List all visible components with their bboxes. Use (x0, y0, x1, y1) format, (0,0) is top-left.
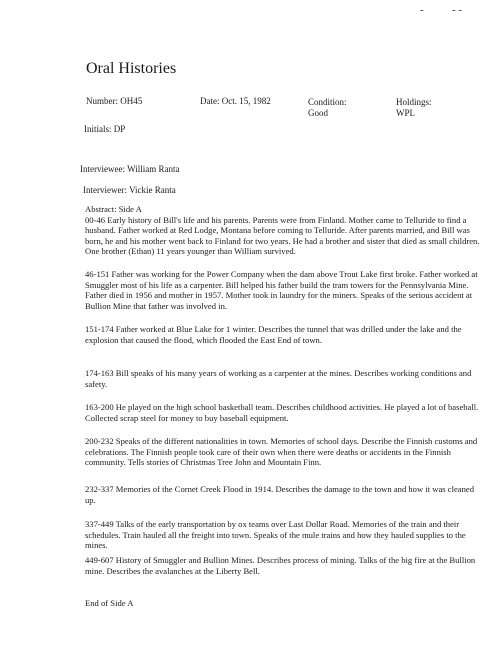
interviewee-field (80, 164, 179, 174)
abstract-heading: Abstract: Side A (85, 204, 142, 214)
corner-mark-b: - - (452, 4, 463, 16)
abstract-entry: 46-151 Father was working for the Power Company when the dam above Trout Lake first broke. Father worked at Smuggler most of his life as a carpenter. Bill helped his father build the tram towers for the Pennsylvania Mine. Father died in 1956 and mother in 1957. Mother took in laundry for the miners. Speaks of the serious accident at Bullion Mine that father was involved in. (85, 269, 478, 311)
number-label: Number: (86, 96, 118, 106)
interviewee-label: Interviewee: (80, 164, 125, 174)
holdings-value: WPL (396, 108, 415, 118)
abstract-section (85, 204, 480, 257)
interviewer-value: Vickie Ranta (129, 185, 176, 195)
holdings-field (396, 97, 432, 119)
abstract-entry: 00-46 Early history of Bill's life and his parents. Parents were from Finland. Mother came to Telluride to find a husband. Father worked at Red Lodge, Montana before coming to Telluride. After parents married, and Bill was born, he and his mother went back to Finland for two years. He had a brother and sister that died as small children. One brother (Ethan) 11 years younger than William survived. (85, 214, 480, 257)
date-label: Date: (200, 96, 220, 106)
number-field (86, 96, 142, 107)
abstract-entry: 174-163 Bill speaks of his many years of working as a carpenter at the mines. Describes working conditions and safety. (85, 368, 472, 389)
holdings-label: Holdings: (396, 97, 432, 107)
interviewee-value: William Ranta (127, 164, 180, 174)
initials-label: Initials: (84, 124, 112, 134)
initials-value: DP (113, 124, 126, 134)
condition-label: Condition: (308, 97, 347, 107)
page-title: Oral Histories (86, 60, 177, 77)
abstract-entry: 200-232 Speaks of the different nationalities in town. Memories of school days. Describe the Finnish customs and celebrations. The Finnish people took care of their own when there were deaths or accidents in the Finnish community. Tells stories of Christmas Tree John and Mountain Finn. (85, 436, 478, 468)
interviewer-field (83, 185, 176, 195)
date-field (200, 96, 271, 107)
initials-field (84, 124, 125, 135)
abstract-entry: 163-200 He played on the high school basketball team. Describes childhood activities. He played a lot of baseball. Collected scrap steel for money to buy baseball equipment. (85, 402, 479, 423)
abstract-entry: End of Side A (85, 598, 134, 608)
abstract-entry: 232-337 Memories of the Cornet Creek Flood in 1914. Describes the damage to the town and how it was cleaned up. (85, 484, 475, 505)
interviewer-label: Interviewer: (83, 185, 127, 195)
abstract-entry: 151-174 Father worked at Blue Lake for 1 winter. Describes the tunnel that was drilled under the lake and the explosion that caused the flood, which flooded the East End of town. (85, 324, 462, 345)
abstract-entry: 337-449 Talks of the early transportation by ox teams over Last Dollar Road. Memories of the train and their schedules. Train hauled all the freight into town. Speaks of the mule trains and how they hauled supplies to the mines. (85, 519, 466, 551)
condition-value: Good (308, 108, 328, 118)
date-value: Oct. 15, 1982 (221, 96, 271, 106)
corner-mark-a: - (420, 4, 424, 16)
abstract-entry: 449-607 History of Smuggler and Bullion Mines. Describes process of mining. Talks of the big fire at the Bullion mine. Describes the avalanches at the Liberty Bell. (85, 555, 476, 576)
condition-field (308, 97, 347, 119)
number-value: OH45 (120, 96, 143, 106)
